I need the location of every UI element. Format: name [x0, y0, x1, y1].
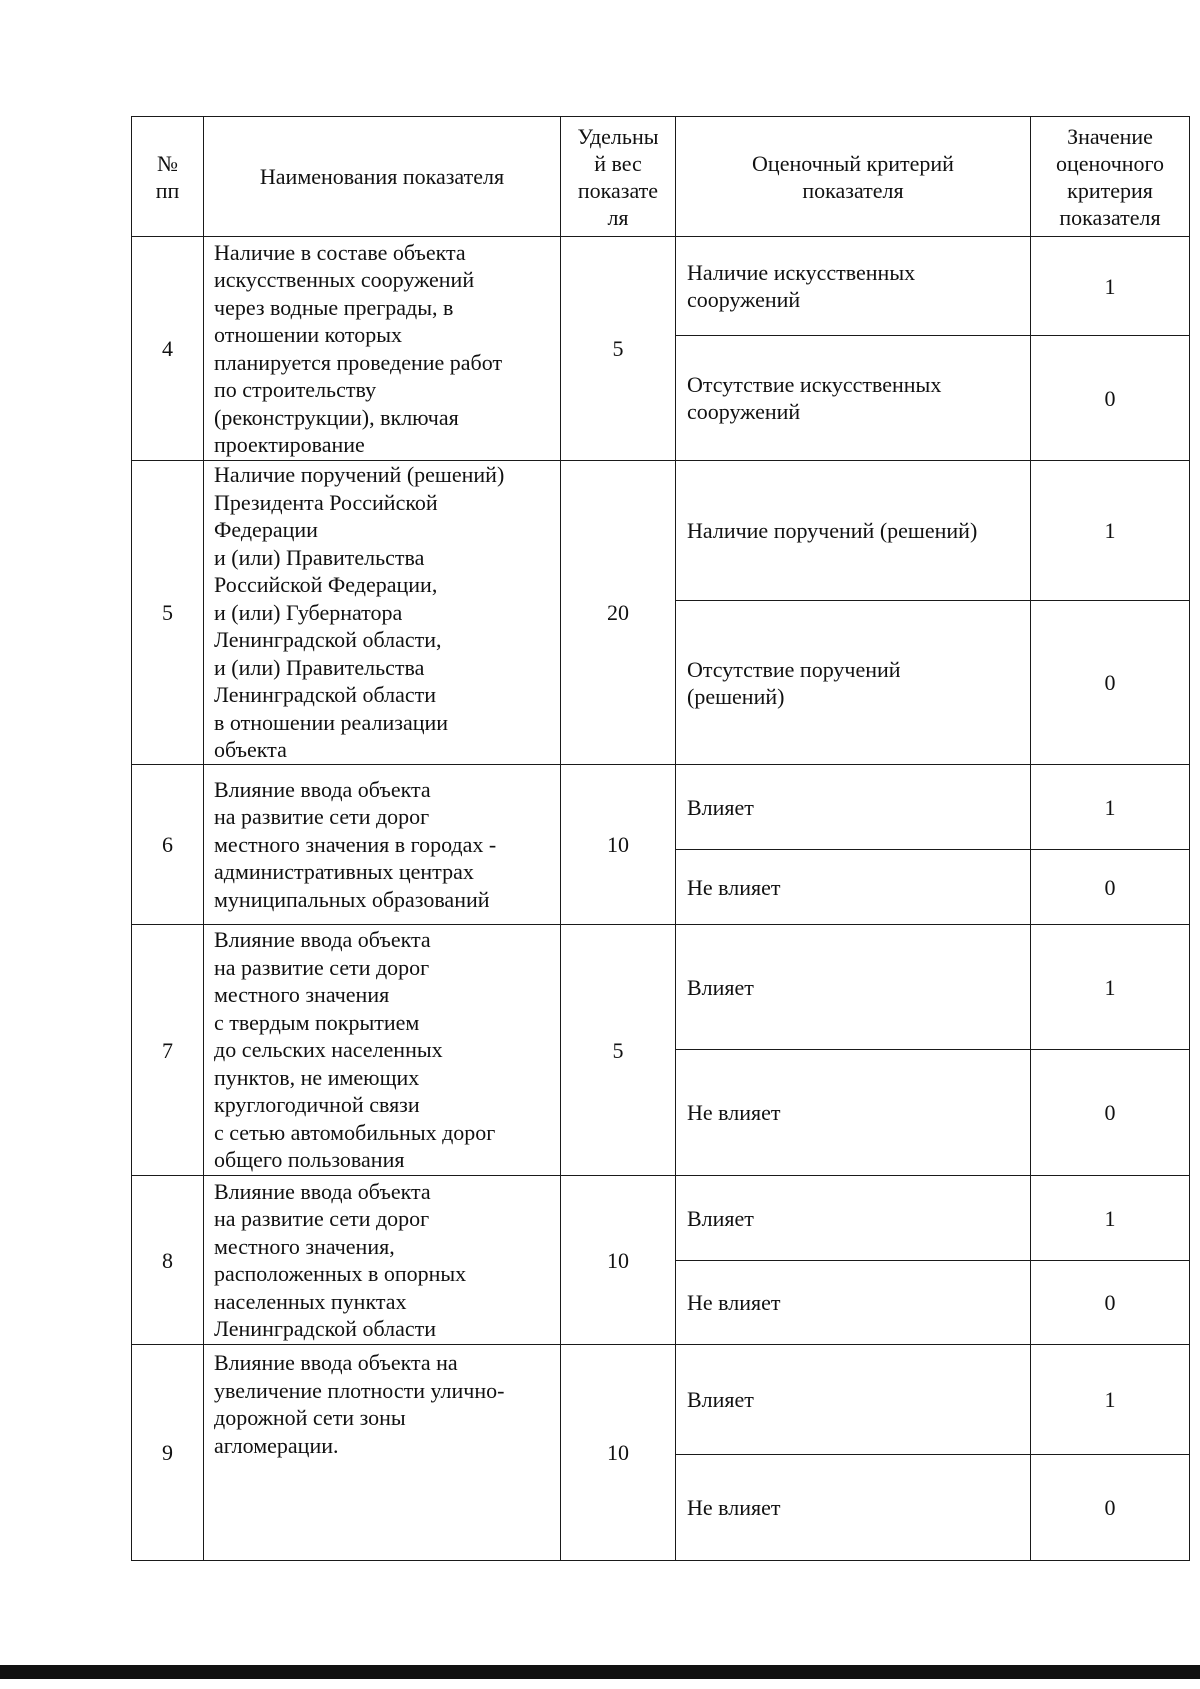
- criterion-value: 0: [1031, 850, 1190, 925]
- criterion-text: Влияет: [676, 1345, 1031, 1455]
- criterion-text: Влияет: [676, 765, 1031, 850]
- criterion-text: Наличие искусственных сооружений: [676, 237, 1031, 336]
- header-value: Значение оценочного критерия показателя: [1031, 117, 1190, 237]
- indicator-weight: 5: [561, 925, 676, 1176]
- criterion-value: 1: [1031, 925, 1190, 1050]
- criterion-value: 1: [1031, 1345, 1190, 1455]
- indicator-name: Влияние ввода объекта на развитие сети дорог местного значения, расположенных в опорных населенных пунктах Ленинградской области: [204, 1176, 561, 1345]
- criterion-text: Наличие поручений (решений): [676, 461, 1031, 601]
- table-row: [132, 925, 1190, 1050]
- indicator-weight: 20: [561, 461, 676, 765]
- table-header: [132, 117, 1190, 237]
- row-number: 5: [132, 461, 204, 765]
- indicator-name: Наличие в составе объекта искусственных сооружений через водные преграды, в отношении которых планируется проведение работ по строительству (реконструкции), включая проектирование: [204, 237, 561, 461]
- criterion-text: Отсутствие поручений (решений): [676, 601, 1031, 765]
- table-row: [132, 461, 1190, 601]
- indicator-weight: 10: [561, 765, 676, 925]
- indicator-name: Влияние ввода объекта на развитие сети дорог местного значения с твердым покрытием до сельских населенных пунктов, не имеющих круглогодичной связи с сетью автомобильных дорог общего пользования: [204, 925, 561, 1176]
- table-row: [132, 1176, 1190, 1261]
- row-number: 8: [132, 1176, 204, 1345]
- criterion-text: Не влияет: [676, 1455, 1031, 1561]
- criterion-value: 0: [1031, 1455, 1190, 1561]
- criterion-value: 1: [1031, 237, 1190, 336]
- row-number: 9: [132, 1345, 204, 1561]
- row-number: 7: [132, 925, 204, 1176]
- criteria-table: [131, 116, 1190, 1561]
- scan-edge-bar: [0, 1665, 1200, 1679]
- header-name: Наименования показателя: [204, 117, 561, 237]
- criterion-text: Не влияет: [676, 1050, 1031, 1176]
- indicator-weight: 10: [561, 1176, 676, 1345]
- criterion-value: 1: [1031, 1176, 1190, 1261]
- indicator-weight: 5: [561, 237, 676, 461]
- criterion-value: 1: [1031, 461, 1190, 601]
- indicator-name: Влияние ввода объекта на увеличение плотности улично- дорожной сети зоны агломерации.: [204, 1345, 561, 1561]
- criterion-text: Не влияет: [676, 1261, 1031, 1345]
- criterion-value: 1: [1031, 765, 1190, 850]
- indicator-weight: 10: [561, 1345, 676, 1561]
- criterion-value: 0: [1031, 1261, 1190, 1345]
- criterion-text: Влияет: [676, 1176, 1031, 1261]
- criterion-value: 0: [1031, 336, 1190, 461]
- header-criterion: Оценочный критерий показателя: [676, 117, 1031, 237]
- indicator-name: Влияние ввода объекта на развитие сети дорог местного значения в городах - административных центрах муниципальных образований: [204, 765, 561, 925]
- criterion-text: Отсутствие искусственных сооружений: [676, 336, 1031, 461]
- table-row: [132, 237, 1190, 336]
- criterion-value: 0: [1031, 1050, 1190, 1176]
- header-row: [132, 117, 1190, 237]
- row-number: 4: [132, 237, 204, 461]
- indicator-name: Наличие поручений (решений) Президента Российской Федерации и (или) Правительства Российской Федерации, и (или) Губернатора Ленинградской области, и (или) Правительства Ленинградской области в отношении реализации объекта: [204, 461, 561, 765]
- table-row: [132, 765, 1190, 850]
- table-row: [132, 1345, 1190, 1455]
- criterion-text: Не влияет: [676, 850, 1031, 925]
- table-body: [132, 237, 1190, 1561]
- criterion-text: Влияет: [676, 925, 1031, 1050]
- criterion-value: 0: [1031, 601, 1190, 765]
- header-num: № пп: [132, 117, 204, 237]
- header-weight: Удельны й вес показате ля: [561, 117, 676, 237]
- row-number: 6: [132, 765, 204, 925]
